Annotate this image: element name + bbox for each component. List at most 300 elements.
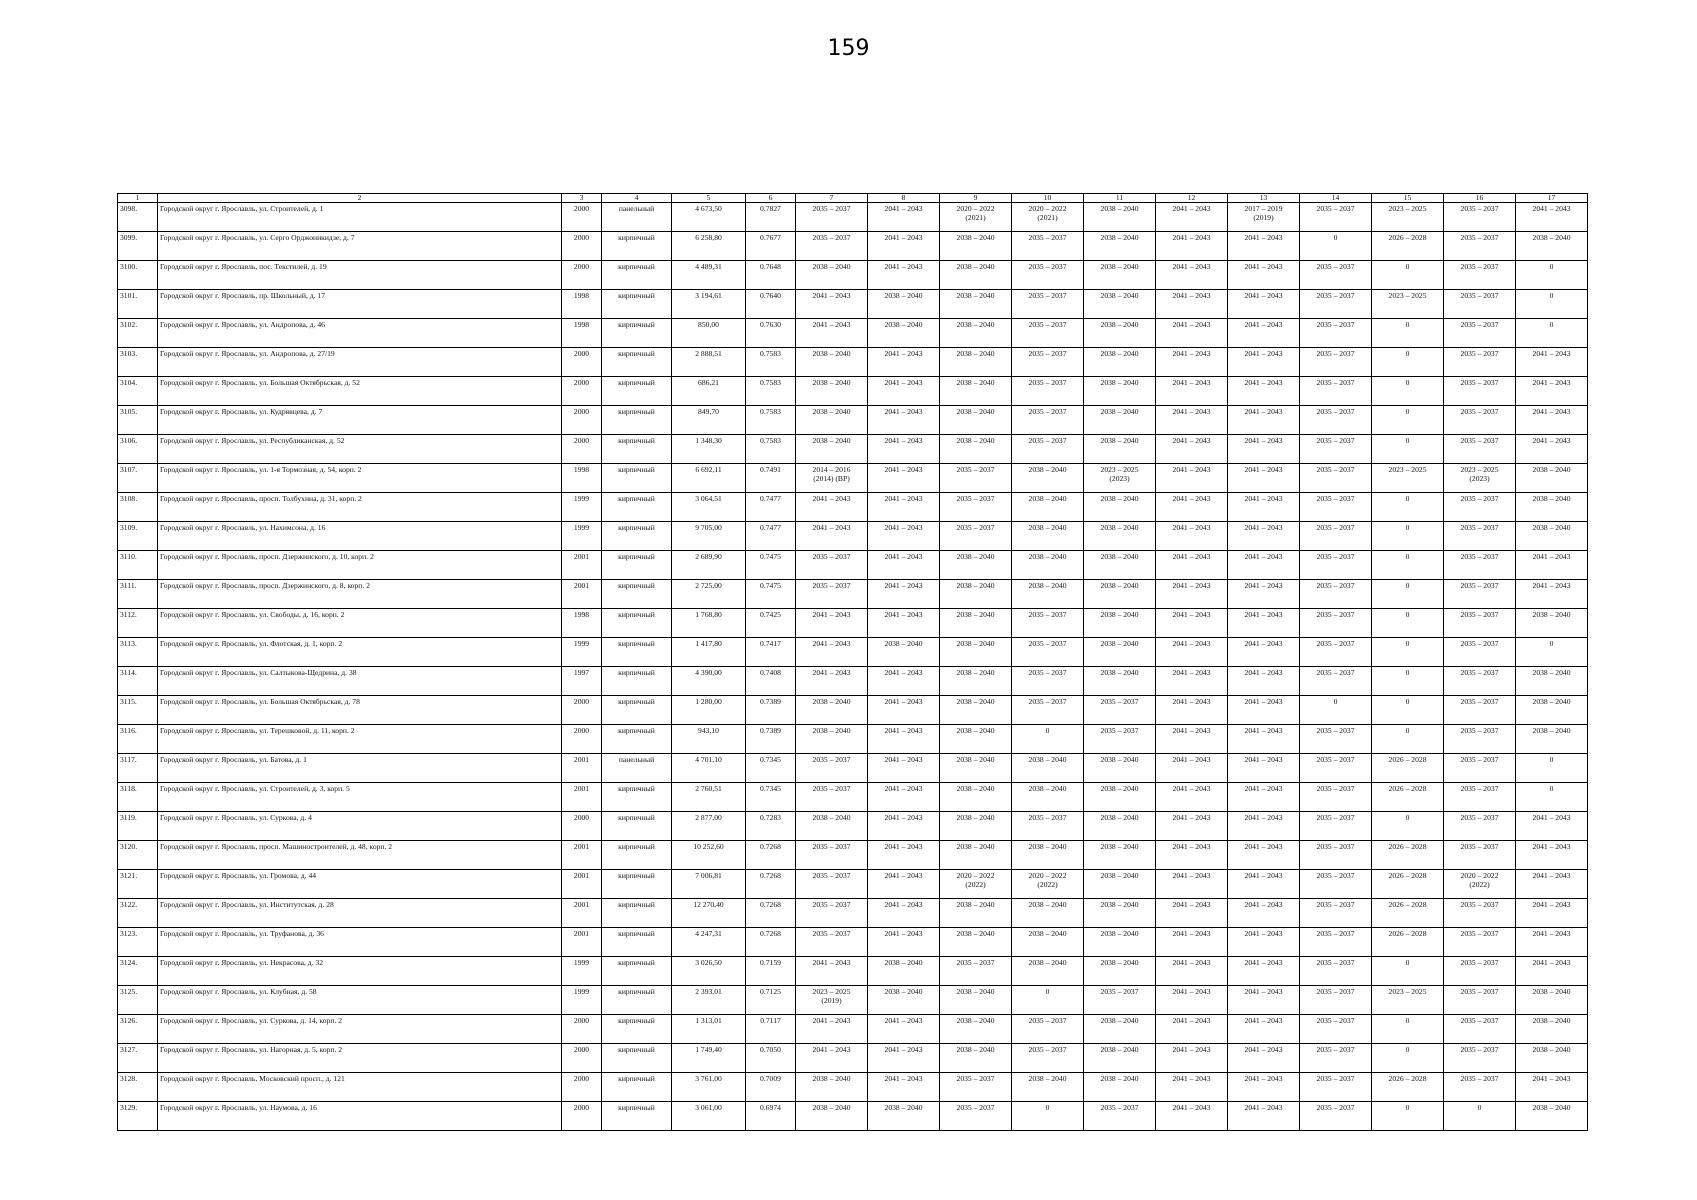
row-number-cell: 3129. bbox=[118, 1102, 158, 1131]
table-cell: 2041 – 2043 bbox=[1156, 638, 1228, 667]
table-cell: 850,00 bbox=[672, 319, 746, 348]
table-cell: 0 bbox=[1372, 319, 1444, 348]
table-cell: 2041 – 2043 bbox=[1228, 928, 1300, 957]
table-cell: 0 bbox=[1372, 957, 1444, 986]
table-cell: 2038 – 2040 bbox=[940, 667, 1012, 696]
table-cell: 2035 – 2037 bbox=[1444, 551, 1516, 580]
column-header: 11 bbox=[1084, 194, 1156, 203]
row-number-cell: 3116. bbox=[118, 725, 158, 754]
table-row bbox=[118, 348, 1588, 377]
column-header: 4 bbox=[602, 194, 672, 203]
table-cell: кирпичный bbox=[602, 348, 672, 377]
table-cell: 2035 – 2037 bbox=[1300, 406, 1372, 435]
table-cell: кирпичный bbox=[602, 841, 672, 870]
table-cell: 2038 – 2040 bbox=[940, 1044, 1012, 1073]
table-cell: 2041 – 2043 bbox=[868, 493, 940, 522]
table-cell: 0 bbox=[1372, 551, 1444, 580]
table-cell: 2035 – 2037 bbox=[1444, 290, 1516, 319]
table-row bbox=[118, 580, 1588, 609]
table-cell: 2041 – 2043 bbox=[868, 377, 940, 406]
table-cell: 2041 – 2043 bbox=[1156, 290, 1228, 319]
row-number-cell: 3110. bbox=[118, 551, 158, 580]
row-number-cell: 3120. bbox=[118, 841, 158, 870]
table-cell: 2041 – 2043 bbox=[796, 522, 868, 551]
table-cell: 2035 – 2037 bbox=[1300, 841, 1372, 870]
table-cell: 2035 – 2037 bbox=[1444, 783, 1516, 812]
table-cell: 2041 – 2043 bbox=[1228, 551, 1300, 580]
table-cell: 2038 – 2040 bbox=[940, 754, 1012, 783]
table-cell: 0.6974 bbox=[746, 1102, 796, 1131]
table-cell: 2023 – 2025 (2023) bbox=[1084, 464, 1156, 493]
table-cell: кирпичный bbox=[602, 261, 672, 290]
table-cell: 2041 – 2043 bbox=[796, 667, 868, 696]
table-row bbox=[118, 493, 1588, 522]
table-cell: 2023 – 2025 bbox=[1372, 986, 1444, 1015]
table-cell: 0.7425 bbox=[746, 609, 796, 638]
table-cell: 2041 – 2043 bbox=[868, 1073, 940, 1102]
table-cell: 2038 – 2040 bbox=[940, 928, 1012, 957]
table-cell: 2000 bbox=[562, 232, 602, 261]
column-header: 3 bbox=[562, 194, 602, 203]
table-cell: 2038 – 2040 bbox=[868, 1102, 940, 1131]
table-cell: 2041 – 2043 bbox=[868, 725, 940, 754]
table-cell: кирпичный bbox=[602, 464, 672, 493]
table-cell: 2041 – 2043 bbox=[1228, 609, 1300, 638]
table-cell: 2041 – 2043 bbox=[1156, 986, 1228, 1015]
table-cell: кирпичный bbox=[602, 696, 672, 725]
address-cell: Городской округ г. Ярославль, ул. Клубная, д. 58 bbox=[158, 986, 562, 1015]
table-cell: 2038 – 2040 bbox=[1084, 899, 1156, 928]
table-cell: 2001 bbox=[562, 754, 602, 783]
table-cell: 2041 – 2043 bbox=[1516, 377, 1588, 406]
column-header: 15 bbox=[1372, 194, 1444, 203]
row-number-cell: 3109. bbox=[118, 522, 158, 551]
table-cell: 1 417,80 bbox=[672, 638, 746, 667]
table-cell: 2035 – 2037 bbox=[1084, 986, 1156, 1015]
table-cell: 2035 – 2037 bbox=[1444, 493, 1516, 522]
table-cell: 2041 – 2043 bbox=[1156, 696, 1228, 725]
table-row bbox=[118, 957, 1588, 986]
table-row bbox=[118, 290, 1588, 319]
table-cell: 2038 – 2040 bbox=[1012, 957, 1084, 986]
table-cell: 2026 – 2028 bbox=[1372, 754, 1444, 783]
table-cell: 2041 – 2043 bbox=[1516, 928, 1588, 957]
table-cell: 0 bbox=[1372, 261, 1444, 290]
table-cell: 2038 – 2040 bbox=[940, 580, 1012, 609]
table-cell: 2041 – 2043 bbox=[1516, 1073, 1588, 1102]
table-cell: 2035 – 2037 bbox=[1300, 261, 1372, 290]
row-number-cell: 3114. bbox=[118, 667, 158, 696]
address-cell: Городской округ г. Ярославль, Московский просп., д. 121 bbox=[158, 1073, 562, 1102]
table-cell: 2035 – 2037 bbox=[1444, 928, 1516, 957]
address-cell: Городской округ г. Ярославль, ул. Батова, д. 1 bbox=[158, 754, 562, 783]
table-cell: 2035 – 2037 bbox=[1012, 348, 1084, 377]
row-number-cell: 3099. bbox=[118, 232, 158, 261]
table-cell: 2041 – 2043 bbox=[1228, 232, 1300, 261]
table-cell: 2035 – 2037 bbox=[940, 1073, 1012, 1102]
table-cell: 3 761,00 bbox=[672, 1073, 746, 1102]
table-cell: 2041 – 2043 bbox=[1228, 435, 1300, 464]
table-cell: 0 bbox=[1372, 725, 1444, 754]
table-cell: 2035 – 2037 bbox=[1444, 261, 1516, 290]
column-header: 17 bbox=[1516, 194, 1588, 203]
table-cell: 0 bbox=[1372, 1102, 1444, 1131]
table-cell: 2035 – 2037 bbox=[1012, 232, 1084, 261]
table-cell: 2038 – 2040 bbox=[940, 899, 1012, 928]
address-cell: Городской округ г. Ярославль, ул. Строителей, д. 3, корп. 5 bbox=[158, 783, 562, 812]
table-cell: 2038 – 2040 bbox=[1012, 899, 1084, 928]
table-cell: 1999 bbox=[562, 493, 602, 522]
table-row bbox=[118, 464, 1588, 493]
table-cell: 0.7268 bbox=[746, 870, 796, 899]
table-cell: 2041 – 2043 bbox=[868, 870, 940, 899]
table-cell: кирпичный bbox=[602, 928, 672, 957]
table-cell: 2035 – 2037 bbox=[1012, 638, 1084, 667]
table-cell: кирпичный bbox=[602, 1102, 672, 1131]
table-cell: 2035 – 2037 bbox=[1300, 609, 1372, 638]
table-cell: кирпичный bbox=[602, 435, 672, 464]
table-row bbox=[118, 696, 1588, 725]
table-cell: 2041 – 2043 bbox=[796, 290, 868, 319]
table-cell: кирпичный bbox=[602, 232, 672, 261]
table-cell: 2038 – 2040 bbox=[1516, 522, 1588, 551]
table-cell: 2041 – 2043 bbox=[1516, 435, 1588, 464]
table-cell: 2038 – 2040 bbox=[1084, 928, 1156, 957]
table-cell: кирпичный bbox=[602, 1044, 672, 1073]
table-cell: 2000 bbox=[562, 812, 602, 841]
table-cell: 2041 – 2043 bbox=[868, 754, 940, 783]
table-cell: 2014 – 2016 (2014) (ВР) bbox=[796, 464, 868, 493]
table-cell: 2038 – 2040 bbox=[940, 638, 1012, 667]
table-cell: 1 313,01 bbox=[672, 1015, 746, 1044]
address-cell: Городской округ г. Ярославль, ул. Салтыкова-Щедрина, д. 38 bbox=[158, 667, 562, 696]
table-cell: 2038 – 2040 bbox=[1084, 493, 1156, 522]
table-cell: 2035 – 2037 bbox=[1012, 406, 1084, 435]
table-cell: 2038 – 2040 bbox=[940, 319, 1012, 348]
table-cell: 2000 bbox=[562, 406, 602, 435]
table-cell: 2026 – 2028 bbox=[1372, 1073, 1444, 1102]
table-cell: 2038 – 2040 bbox=[1084, 957, 1156, 986]
table-row bbox=[118, 841, 1588, 870]
table-cell: 2035 – 2037 bbox=[1300, 319, 1372, 348]
address-cell: Городской округ г. Ярославль, ул. Кудрявцева, д. 7 bbox=[158, 406, 562, 435]
table-cell: 2041 – 2043 bbox=[1516, 348, 1588, 377]
table-cell: 2035 – 2037 bbox=[796, 580, 868, 609]
table-cell: 2001 bbox=[562, 551, 602, 580]
table-cell: 2038 – 2040 bbox=[1516, 232, 1588, 261]
table-cell: 0.7117 bbox=[746, 1015, 796, 1044]
table-cell: 2041 – 2043 bbox=[868, 464, 940, 493]
table-cell: 0 bbox=[1444, 1102, 1516, 1131]
table-cell: 2035 – 2037 bbox=[1300, 464, 1372, 493]
table-cell: 2041 – 2043 bbox=[1228, 841, 1300, 870]
column-header: 1 bbox=[118, 194, 158, 203]
table-cell: 2038 – 2040 bbox=[940, 406, 1012, 435]
row-number-cell: 3108. bbox=[118, 493, 158, 522]
table-cell: 2041 – 2043 bbox=[1516, 841, 1588, 870]
table-cell: 2035 – 2037 bbox=[1444, 522, 1516, 551]
row-number-cell: 3102. bbox=[118, 319, 158, 348]
table-cell: 2035 – 2037 bbox=[1444, 232, 1516, 261]
table-cell: 2041 – 2043 bbox=[1156, 928, 1228, 957]
column-header: 14 bbox=[1300, 194, 1372, 203]
table-cell: 2041 – 2043 bbox=[1156, 1102, 1228, 1131]
table-cell: 2026 – 2028 bbox=[1372, 928, 1444, 957]
table-cell: кирпичный bbox=[602, 319, 672, 348]
table-cell: 7 006,81 bbox=[672, 870, 746, 899]
column-header: 13 bbox=[1228, 194, 1300, 203]
table-cell: 2041 – 2043 bbox=[1156, 667, 1228, 696]
table-cell: 2041 – 2043 bbox=[1228, 899, 1300, 928]
table-cell: 849,70 bbox=[672, 406, 746, 435]
table-cell: 2041 – 2043 bbox=[1156, 377, 1228, 406]
table-cell: 0 bbox=[1516, 319, 1588, 348]
table-cell: 2038 – 2040 bbox=[1084, 754, 1156, 783]
table-cell: 0 bbox=[1372, 638, 1444, 667]
table-cell: 2038 – 2040 bbox=[1084, 406, 1156, 435]
table-cell: 2035 – 2037 bbox=[1300, 754, 1372, 783]
table-cell: 0.7389 bbox=[746, 696, 796, 725]
table-cell: 2026 – 2028 bbox=[1372, 783, 1444, 812]
table-cell: 2035 – 2037 bbox=[1300, 870, 1372, 899]
table-cell: 2041 – 2043 bbox=[1156, 319, 1228, 348]
table-cell: 0 bbox=[1372, 377, 1444, 406]
address-cell: Городской округ г. Ярославль, ул. Институтская, д. 28 bbox=[158, 899, 562, 928]
address-cell: Городской округ г. Ярославль, просп. Толбухина, д. 31, корп. 2 bbox=[158, 493, 562, 522]
table-cell: 2035 – 2037 bbox=[796, 841, 868, 870]
table-cell: 2035 – 2037 bbox=[1300, 928, 1372, 957]
table-cell: 2038 – 2040 bbox=[1084, 638, 1156, 667]
table-row bbox=[118, 899, 1588, 928]
table-cell: 2038 – 2040 bbox=[868, 638, 940, 667]
column-header: 6 bbox=[746, 194, 796, 203]
column-header: 5 bbox=[672, 194, 746, 203]
table-cell: 2038 – 2040 bbox=[1012, 1073, 1084, 1102]
table-row bbox=[118, 870, 1588, 899]
table-cell: 2 689,90 bbox=[672, 551, 746, 580]
table-cell: 0.7159 bbox=[746, 957, 796, 986]
table-cell: 0.7827 bbox=[746, 203, 796, 232]
table-cell: 2041 – 2043 bbox=[1156, 232, 1228, 261]
table-cell: 2001 bbox=[562, 580, 602, 609]
address-cell: Городской округ г. Ярославль, ул. Суркова, д. 14, корп. 2 bbox=[158, 1015, 562, 1044]
table-cell: 2035 – 2037 bbox=[1300, 986, 1372, 1015]
table-cell: 0.7583 bbox=[746, 435, 796, 464]
table-cell: 2041 – 2043 bbox=[1228, 1073, 1300, 1102]
row-number-cell: 3112. bbox=[118, 609, 158, 638]
table-cell: 0 bbox=[1300, 696, 1372, 725]
address-cell: Городской округ г. Ярославль, пр. Школьный, д. 17 bbox=[158, 290, 562, 319]
table-cell: 2041 – 2043 bbox=[796, 1015, 868, 1044]
table-row bbox=[118, 522, 1588, 551]
table-cell: 2035 – 2037 bbox=[1300, 783, 1372, 812]
table-cell: 2001 bbox=[562, 783, 602, 812]
table-cell: 2041 – 2043 bbox=[868, 348, 940, 377]
table-row bbox=[118, 232, 1588, 261]
table-row bbox=[118, 406, 1588, 435]
table-cell: 2041 – 2043 bbox=[1228, 348, 1300, 377]
row-number-cell: 3124. bbox=[118, 957, 158, 986]
table-cell: 2041 – 2043 bbox=[1228, 464, 1300, 493]
table-cell: 2038 – 2040 bbox=[1084, 290, 1156, 319]
table-cell: 2038 – 2040 bbox=[940, 609, 1012, 638]
table-cell: 2035 – 2037 bbox=[1444, 754, 1516, 783]
table-cell: 2038 – 2040 bbox=[1516, 725, 1588, 754]
table-cell: 2041 – 2043 bbox=[796, 493, 868, 522]
table-cell: 2041 – 2043 bbox=[1516, 870, 1588, 899]
table-cell: 2038 – 2040 bbox=[796, 377, 868, 406]
table-cell: 2041 – 2043 bbox=[1228, 290, 1300, 319]
table-cell: 2038 – 2040 bbox=[940, 783, 1012, 812]
table-cell: 2038 – 2040 bbox=[1084, 812, 1156, 841]
row-number-cell: 3106. bbox=[118, 435, 158, 464]
table-cell: 2038 – 2040 bbox=[1084, 551, 1156, 580]
table-cell: 2041 – 2043 bbox=[868, 841, 940, 870]
table-cell: 2038 – 2040 bbox=[940, 551, 1012, 580]
row-number-cell: 3111. bbox=[118, 580, 158, 609]
table-cell: 2038 – 2040 bbox=[1012, 551, 1084, 580]
table-cell: 0.7268 bbox=[746, 928, 796, 957]
table-cell: 2038 – 2040 bbox=[1012, 464, 1084, 493]
table-cell: 2035 – 2037 bbox=[1300, 1102, 1372, 1131]
table-cell: 2041 – 2043 bbox=[868, 203, 940, 232]
table-cell: 2041 – 2043 bbox=[1156, 957, 1228, 986]
table-cell: 2041 – 2043 bbox=[1156, 1015, 1228, 1044]
table-cell: 1999 bbox=[562, 522, 602, 551]
table-cell: 2038 – 2040 bbox=[1084, 348, 1156, 377]
table-cell: 2041 – 2043 bbox=[868, 406, 940, 435]
table-cell: 2035 – 2037 bbox=[1444, 638, 1516, 667]
table-cell: 2035 – 2037 bbox=[1300, 812, 1372, 841]
address-cell: Городской округ г. Ярославль, ул. Громова, д. 44 bbox=[158, 870, 562, 899]
table-cell: 2041 – 2043 bbox=[1516, 899, 1588, 928]
table-cell: 0 bbox=[1516, 638, 1588, 667]
table-cell: 2038 – 2040 bbox=[940, 261, 1012, 290]
table-cell: 2001 bbox=[562, 870, 602, 899]
table-cell: 3 064,51 bbox=[672, 493, 746, 522]
table-cell: 2038 – 2040 bbox=[796, 696, 868, 725]
table-cell: 2038 – 2040 bbox=[1012, 754, 1084, 783]
table-cell: 2041 – 2043 bbox=[1156, 261, 1228, 290]
table-cell: 2041 – 2043 bbox=[1156, 580, 1228, 609]
table-cell: 2038 – 2040 bbox=[940, 841, 1012, 870]
table-cell: 686,21 bbox=[672, 377, 746, 406]
table-cell: 2 877,00 bbox=[672, 812, 746, 841]
table-cell: 2035 – 2037 bbox=[1444, 812, 1516, 841]
table-cell: кирпичный bbox=[602, 986, 672, 1015]
table-cell: 0.7268 bbox=[746, 899, 796, 928]
table-cell: 2041 – 2043 bbox=[868, 522, 940, 551]
table-cell: 2023 – 2025 (2023) bbox=[1444, 464, 1516, 493]
table-cell: 2035 – 2037 bbox=[1300, 580, 1372, 609]
row-number-cell: 3123. bbox=[118, 928, 158, 957]
table-cell: 0.7475 bbox=[746, 580, 796, 609]
table-row bbox=[118, 319, 1588, 348]
address-cell: Городской округ г. Ярославль, ул. Терешковой, д. 11, корп. 2 bbox=[158, 725, 562, 754]
table-cell: 2041 – 2043 bbox=[868, 783, 940, 812]
table-cell: 2000 bbox=[562, 435, 602, 464]
table-cell: 2035 – 2037 bbox=[796, 870, 868, 899]
column-header: 16 bbox=[1444, 194, 1516, 203]
table-cell: кирпичный bbox=[602, 1073, 672, 1102]
table-cell: 2041 – 2043 bbox=[1156, 899, 1228, 928]
table-cell: 2041 – 2043 bbox=[1516, 812, 1588, 841]
table-cell: 2041 – 2043 bbox=[796, 957, 868, 986]
table-cell: 2041 – 2043 bbox=[1156, 464, 1228, 493]
table-cell: кирпичный bbox=[602, 290, 672, 319]
row-number-cell: 3121. bbox=[118, 870, 158, 899]
table-row bbox=[118, 667, 1588, 696]
table-cell: 2035 – 2037 bbox=[1012, 435, 1084, 464]
table-cell: 2035 – 2037 bbox=[796, 232, 868, 261]
table-cell: 4 489,31 bbox=[672, 261, 746, 290]
table-cell: 2035 – 2037 bbox=[1444, 986, 1516, 1015]
table-cell: 2035 – 2037 bbox=[1084, 696, 1156, 725]
table-cell: 12 270,40 bbox=[672, 899, 746, 928]
table-cell: 2035 – 2037 bbox=[1444, 667, 1516, 696]
table-cell: 2035 – 2037 bbox=[1300, 522, 1372, 551]
table-cell: 0.7345 bbox=[746, 783, 796, 812]
row-number-cell: 3107. bbox=[118, 464, 158, 493]
table-cell: 2035 – 2037 bbox=[1300, 667, 1372, 696]
table-cell: 943,10 bbox=[672, 725, 746, 754]
table-cell: 2000 bbox=[562, 1044, 602, 1073]
table-cell: 2035 – 2037 bbox=[1300, 203, 1372, 232]
table-cell: 2035 – 2037 bbox=[1444, 348, 1516, 377]
table-cell: 2026 – 2028 bbox=[1372, 232, 1444, 261]
table-row bbox=[118, 754, 1588, 783]
table-cell: 2041 – 2043 bbox=[796, 609, 868, 638]
row-number-cell: 3128. bbox=[118, 1073, 158, 1102]
table-cell: 2041 – 2043 bbox=[1228, 812, 1300, 841]
table-row bbox=[118, 1102, 1588, 1131]
table-cell: 0.7648 bbox=[746, 261, 796, 290]
table-cell: 0 bbox=[1372, 493, 1444, 522]
page-number: 159 bbox=[827, 36, 870, 61]
table-cell: 2041 – 2043 bbox=[868, 667, 940, 696]
table-cell: 2038 – 2040 bbox=[1084, 203, 1156, 232]
table-cell: 2041 – 2043 bbox=[1228, 870, 1300, 899]
table-cell: 0.7268 bbox=[746, 841, 796, 870]
table-cell: 2041 – 2043 bbox=[796, 1044, 868, 1073]
table-cell: 2038 – 2040 bbox=[1012, 522, 1084, 551]
column-header: 8 bbox=[868, 194, 940, 203]
table-cell: 2000 bbox=[562, 348, 602, 377]
table-cell: кирпичный bbox=[602, 870, 672, 899]
table-cell: 2041 – 2043 bbox=[1228, 1044, 1300, 1073]
table-cell: 2041 – 2043 bbox=[1228, 377, 1300, 406]
table-cell: кирпичный bbox=[602, 493, 672, 522]
table-cell: 1998 bbox=[562, 290, 602, 319]
table-cell: панельный bbox=[602, 203, 672, 232]
table-cell: кирпичный bbox=[602, 812, 672, 841]
table-cell: 0 bbox=[1516, 261, 1588, 290]
table-cell: 2038 – 2040 bbox=[1516, 1015, 1588, 1044]
table-cell: 0 bbox=[1516, 754, 1588, 783]
row-number-cell: 3122. bbox=[118, 899, 158, 928]
address-cell: Городской округ г. Ярославль, ул. Большая Октябрьская, д. 78 bbox=[158, 696, 562, 725]
table-cell: 2035 – 2037 bbox=[1300, 957, 1372, 986]
table-cell: 2038 – 2040 bbox=[1516, 1102, 1588, 1131]
table-cell: 2038 – 2040 bbox=[796, 1102, 868, 1131]
table-cell: 0 bbox=[1372, 406, 1444, 435]
table-cell: 2041 – 2043 bbox=[868, 232, 940, 261]
table-row bbox=[118, 377, 1588, 406]
table-cell: 2038 – 2040 bbox=[796, 725, 868, 754]
table-cell: 2038 – 2040 bbox=[1084, 261, 1156, 290]
table-row bbox=[118, 609, 1588, 638]
table-cell: кирпичный bbox=[602, 638, 672, 667]
